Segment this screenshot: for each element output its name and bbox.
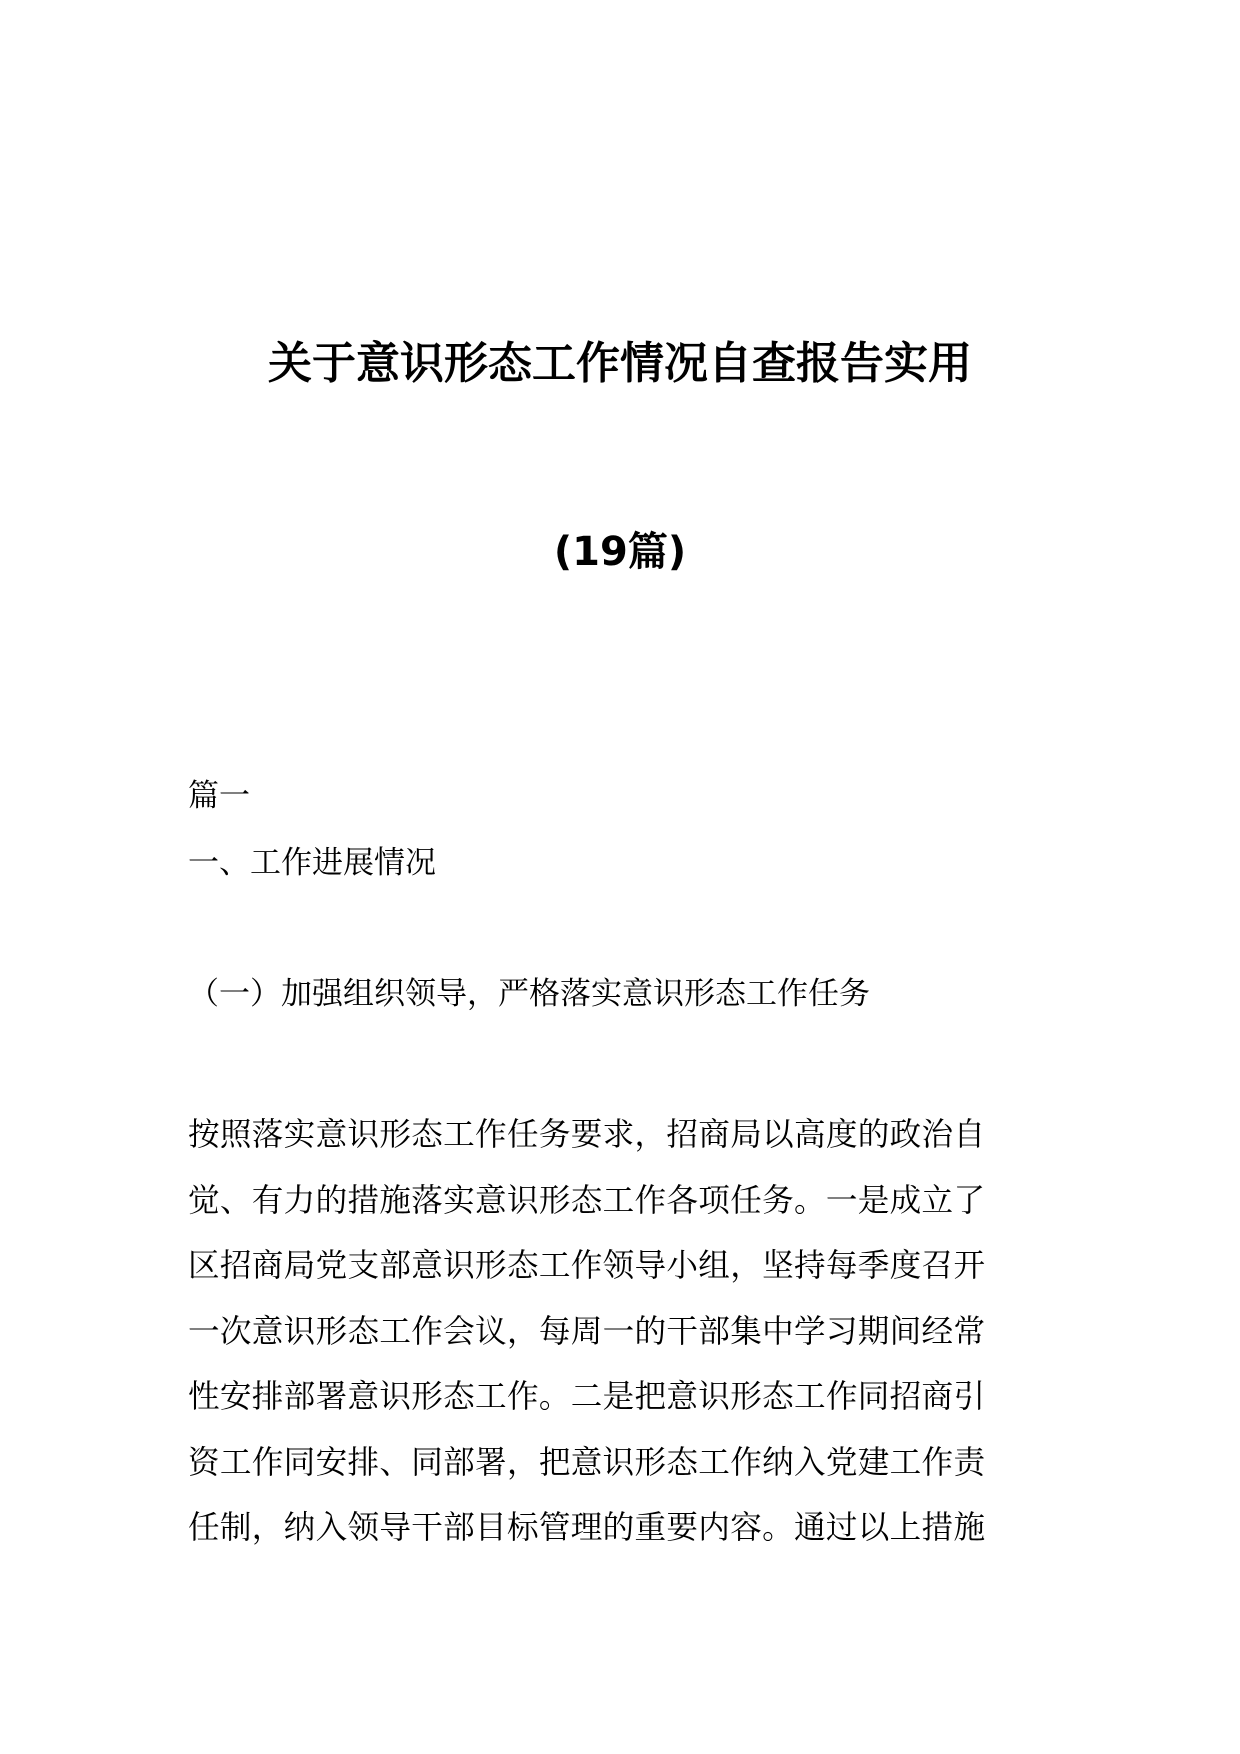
body-line: 性安排部署意识形态工作。二是把意识形态工作同招商引 [188,1379,986,1415]
body-line: 按照落实意识形态工作任务要求，招商局以高度的政治自 [188,1117,986,1153]
section-label: 篇一 [188,778,250,814]
heading-level-2: （一）加强组织领导，严格落实意识形态工作任务 [188,976,870,1012]
heading-level-1: 一、工作进展情况 [188,845,436,881]
body-line: 区招商局党支部意识形态工作领导小组，坚持每季度召开 [188,1248,986,1284]
body-line: 资工作同安排、同部署，把意识形态工作纳入党建工作责 [188,1444,986,1481]
document-title: 关于意识形态工作情况自查报告实用 [268,338,972,389]
document-subtitle: (19篇) [553,529,687,575]
body-line: 一次意识形态工作会议，每周一的干部集中学习期间经常 [188,1313,986,1350]
body-line: 任制，纳入领导干部目标管理的重要内容。通过以上措施 [188,1510,986,1546]
body-paragraph [188,1103,1058,1562]
body-line: 觉、有力的措施落实意识形态工作各项任务。一是成立了 [188,1182,986,1219]
